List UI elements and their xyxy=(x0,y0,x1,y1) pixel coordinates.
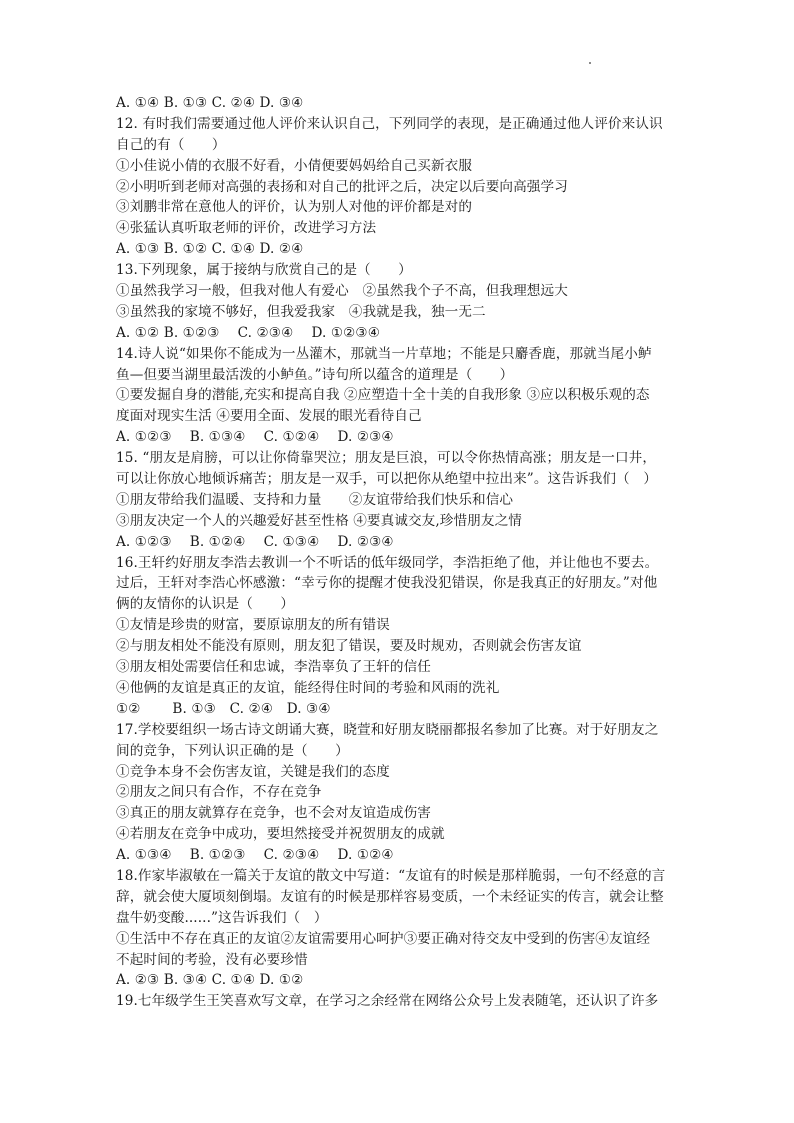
q16-stem-line2: 过后，王轩对李浩心怀感激：“幸亏你的提醒才使我没犯错误，你是我真正的好朋友。”对他 xyxy=(116,575,658,592)
q17-item-4: ④若朋友在竞争中成功，要坦然接受并祝贺朋友的成就 xyxy=(116,826,445,843)
q11-options: A. ①④ B. ①③ C. ②④ D. ③④ xyxy=(116,95,304,111)
q19-stem-line1: 19.七年级学生王笑喜欢写文章，在学习之余经常在网络公众号上发表随笔，还认识了许多 xyxy=(116,993,659,1010)
q14-items-line2: 度面对现实生活 ④要用全面、发展的眼光看待自己 xyxy=(116,408,422,425)
q12-stem-line2: 自己的有（ ） xyxy=(116,136,226,153)
q17-item-2: ②朋友之间只有合作，不存在竞争 xyxy=(116,784,322,801)
q16-item-1: ①友情是珍贵的财富，要原谅朋友的所有错误 xyxy=(116,617,390,634)
q14-options: A. ①②③ B. ①③④ C. ①②④ D. ②③④ xyxy=(116,429,394,446)
q14-items-line1: ①要发掘自身的潜能,充实和提高自我 ②应塑造十全十美的自我形象 ③应以积极乐观的态 xyxy=(116,387,650,404)
q17-stem-line2: 间的竞争，下列认识正确的是（ ） xyxy=(116,742,349,759)
q15-stem-line1: 15. “朋友是肩膀，可以让你倚靠哭泣；朋友是巨浪，可以令你热情高涨；朋友是一口井， xyxy=(116,450,657,467)
q16-item-3: ③朋友相处需要信任和忠诚，李浩辜负了王轩的信任 xyxy=(116,659,431,676)
q13-items-1-2: ①虽然我学习一般，但我对他人有爱心 ②虽然我个子不高，但我理想远大 xyxy=(116,283,568,300)
q13-options: A. ①② B. ①②③ C. ②③④ D. ①②③④ xyxy=(116,324,380,341)
exam-page xyxy=(116,93,684,1012)
q14-stem-line2: 鱼—但要当湖里最活泼的小鲈鱼。”诗句所以蕴含的道理是（ ） xyxy=(116,366,514,383)
q15-options: A. ①②③ B. ①②④ C. ①③④ D. ②③④ xyxy=(116,533,394,550)
q16-stem-line3: 俩的友情你的认识是（ ） xyxy=(116,596,295,613)
q12-stem-line1: 12. 有时我们需要通过他人评价来认识自己，下列同学的表现，是正确通过他人评价来认识 xyxy=(116,115,663,132)
q16-item-4: ④他俩的友谊是真正的友谊，能经得住时间的考验和风雨的洗礼 xyxy=(116,679,500,696)
q18-stem-line1: 18.作家毕淑敏在一篇关于友谊的散文中写道：“友谊有的时候是那样脆弱，一句不经意的言 xyxy=(116,867,666,884)
q17-options: A. ①③④ B. ①②③ C. ②③④ D. ①②④ xyxy=(116,847,394,864)
q18-stem-line2: 辞，就会使大厦顷刻倒塌。友谊有的时候是那样容易变质，一个未经证实的传言，就会让整 xyxy=(116,888,664,905)
q13-items-3-4: ③虽然我的家境不够好，但我爱我家 ④我就是我，独一无二 xyxy=(116,303,486,320)
q16-options: ①② B. ①③ C. ②④ D. ③④ xyxy=(116,700,331,717)
q15-items-1-2: ①朋友带给我们温暖、支持和力量 ②友谊带给我们快乐和信心 xyxy=(116,491,514,508)
q12-item-4: ④张猛认真听取老师的评价，改进学习方法 xyxy=(116,220,377,237)
q15-stem-line2: 可以让你放心地倾诉痛苦；朋友是一双手，可以把你从绝望中拉出来”。这告诉我们（ ） xyxy=(116,471,658,488)
q14-stem-line1: 14.诗人说“如果你不能成为一丛灌木，那就当一片草地；不能是只麝香鹿，那就当尾小鲈 xyxy=(116,345,652,362)
q18-stem-line3: 盘牛奶变酸......”这告诉我们（ ） xyxy=(116,909,328,926)
q12-item-2: ②小明听到老师对高强的表扬和对自己的批评之后，决定以后要向高强学习 xyxy=(116,178,568,195)
q12-item-3: ③刘鹏非常在意他人的评价，认为别人对他的评价都是对的 xyxy=(116,199,473,216)
q17-stem-line1: 17.学校要组织一场古诗文朗诵大赛，晓萱和好朋友晓丽都报名参加了比赛。对于好朋友之 xyxy=(116,721,659,738)
q17-item-1: ①竞争本身不会伤害友谊，关键是我们的态度 xyxy=(116,763,390,780)
q17-item-3: ③真正的朋友就算存在竞争，也不会对友谊造成伤害 xyxy=(116,805,431,822)
q12-item-1: ①小佳说小倩的衣服不好看，小倩便要妈妈给自己买新衣服 xyxy=(116,157,473,174)
scan-speck xyxy=(589,62,591,64)
q12-options: A. ①③ B. ①② C. ①④ D. ②④ xyxy=(116,241,304,258)
q18-items-line1: ①生活中不存在真正的友谊②友谊需要用心呵护③要正确对待交友中受到的伤害④友谊经 xyxy=(116,930,651,947)
q13-stem: 13.下列现象，属于接纳与欣赏自己的是（ ） xyxy=(116,262,412,279)
q18-options: A. ②③ B. ③④ C. ①④ D. ①② xyxy=(116,972,304,989)
q15-items-3-4: ③朋友决定一个人的兴趣爱好甚至性格 ④要真诚交友,珍惜朋友之情 xyxy=(116,512,522,529)
q18-items-line2: 不起时间的考验，没有必要珍惜 xyxy=(116,951,308,968)
q16-item-2: ②与朋友相处不能没有原则，朋友犯了错误，要及时规劝，否则就会伤害友谊 xyxy=(116,638,582,655)
q16-stem-line1: 16.王轩约好朋友李浩去教训一个不听话的低年级同学，李浩拒绝了他，并让他也不要去。 xyxy=(116,554,659,571)
